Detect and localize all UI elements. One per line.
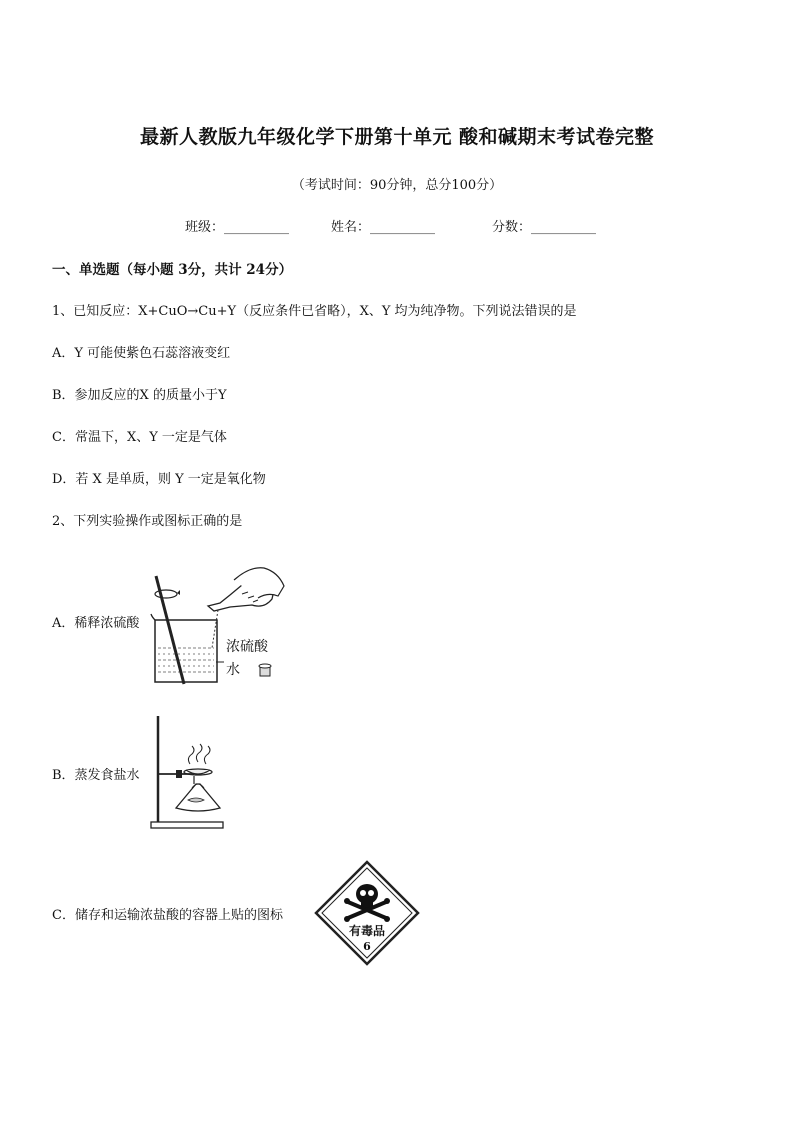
section-heading: 一、单选题（每小题 3分，共计 24分）: [52, 262, 293, 278]
question-1-option-b: B．参加反应的X 的质量小于Y: [52, 388, 227, 403]
name-blank: __________: [370, 220, 436, 235]
class-blank: __________: [224, 220, 290, 235]
question-1-option-c: C．常温下，X、Y 一定是气体: [52, 430, 227, 445]
label-water: 水: [226, 662, 240, 678]
dilute-acid-figure: [150, 562, 290, 692]
evaporation-figure: [148, 712, 228, 830]
toxic-sign-text: 有毒品: [348, 924, 386, 938]
question-2-option-a: A．稀释浓硫酸: [52, 616, 140, 631]
question-1-option-d: D．若 X 是单质，则 Y 一定是氧化物: [52, 472, 266, 487]
class-field: [185, 216, 289, 235]
question-2-option-c: C．储存和运输浓盐酸的容器上贴的图标: [52, 908, 283, 923]
question-2-option-b: B．蒸发食盐水: [52, 768, 140, 783]
score-label: 分数：: [492, 220, 532, 235]
question-1-stem: 1、已知反应：X+CuO→Cu+Y（反应条件已省略），X、Y 均为纯净物。下列说法错误的是: [52, 304, 577, 319]
score-blank: __________: [531, 220, 597, 235]
page-title: 最新人教版九年级化学下册第十单元 酸和碱期末考试卷完整: [139, 126, 655, 148]
label-concentrated-acid: 浓硫酸: [226, 639, 268, 655]
beaker-pouring-illustration: [150, 562, 290, 692]
exam-subtitle: （考试时间：90分钟，总分100分）: [291, 178, 503, 193]
name-label: 姓名：: [331, 220, 371, 235]
class-label: 班级：: [185, 220, 225, 235]
score-field: [492, 216, 596, 235]
toxic-sign-figure: [314, 860, 420, 966]
toxic-sign-number: 6: [363, 940, 371, 953]
evaporation-stand-illustration: [148, 712, 228, 830]
question-2-stem: 2、下列实验操作或图标正确的是: [52, 514, 243, 529]
question-1-option-a: A．Y 可能使紫色石蕊溶液变红: [52, 346, 231, 361]
toxic-hazard-sign: [314, 860, 420, 966]
name-field: [331, 216, 435, 235]
